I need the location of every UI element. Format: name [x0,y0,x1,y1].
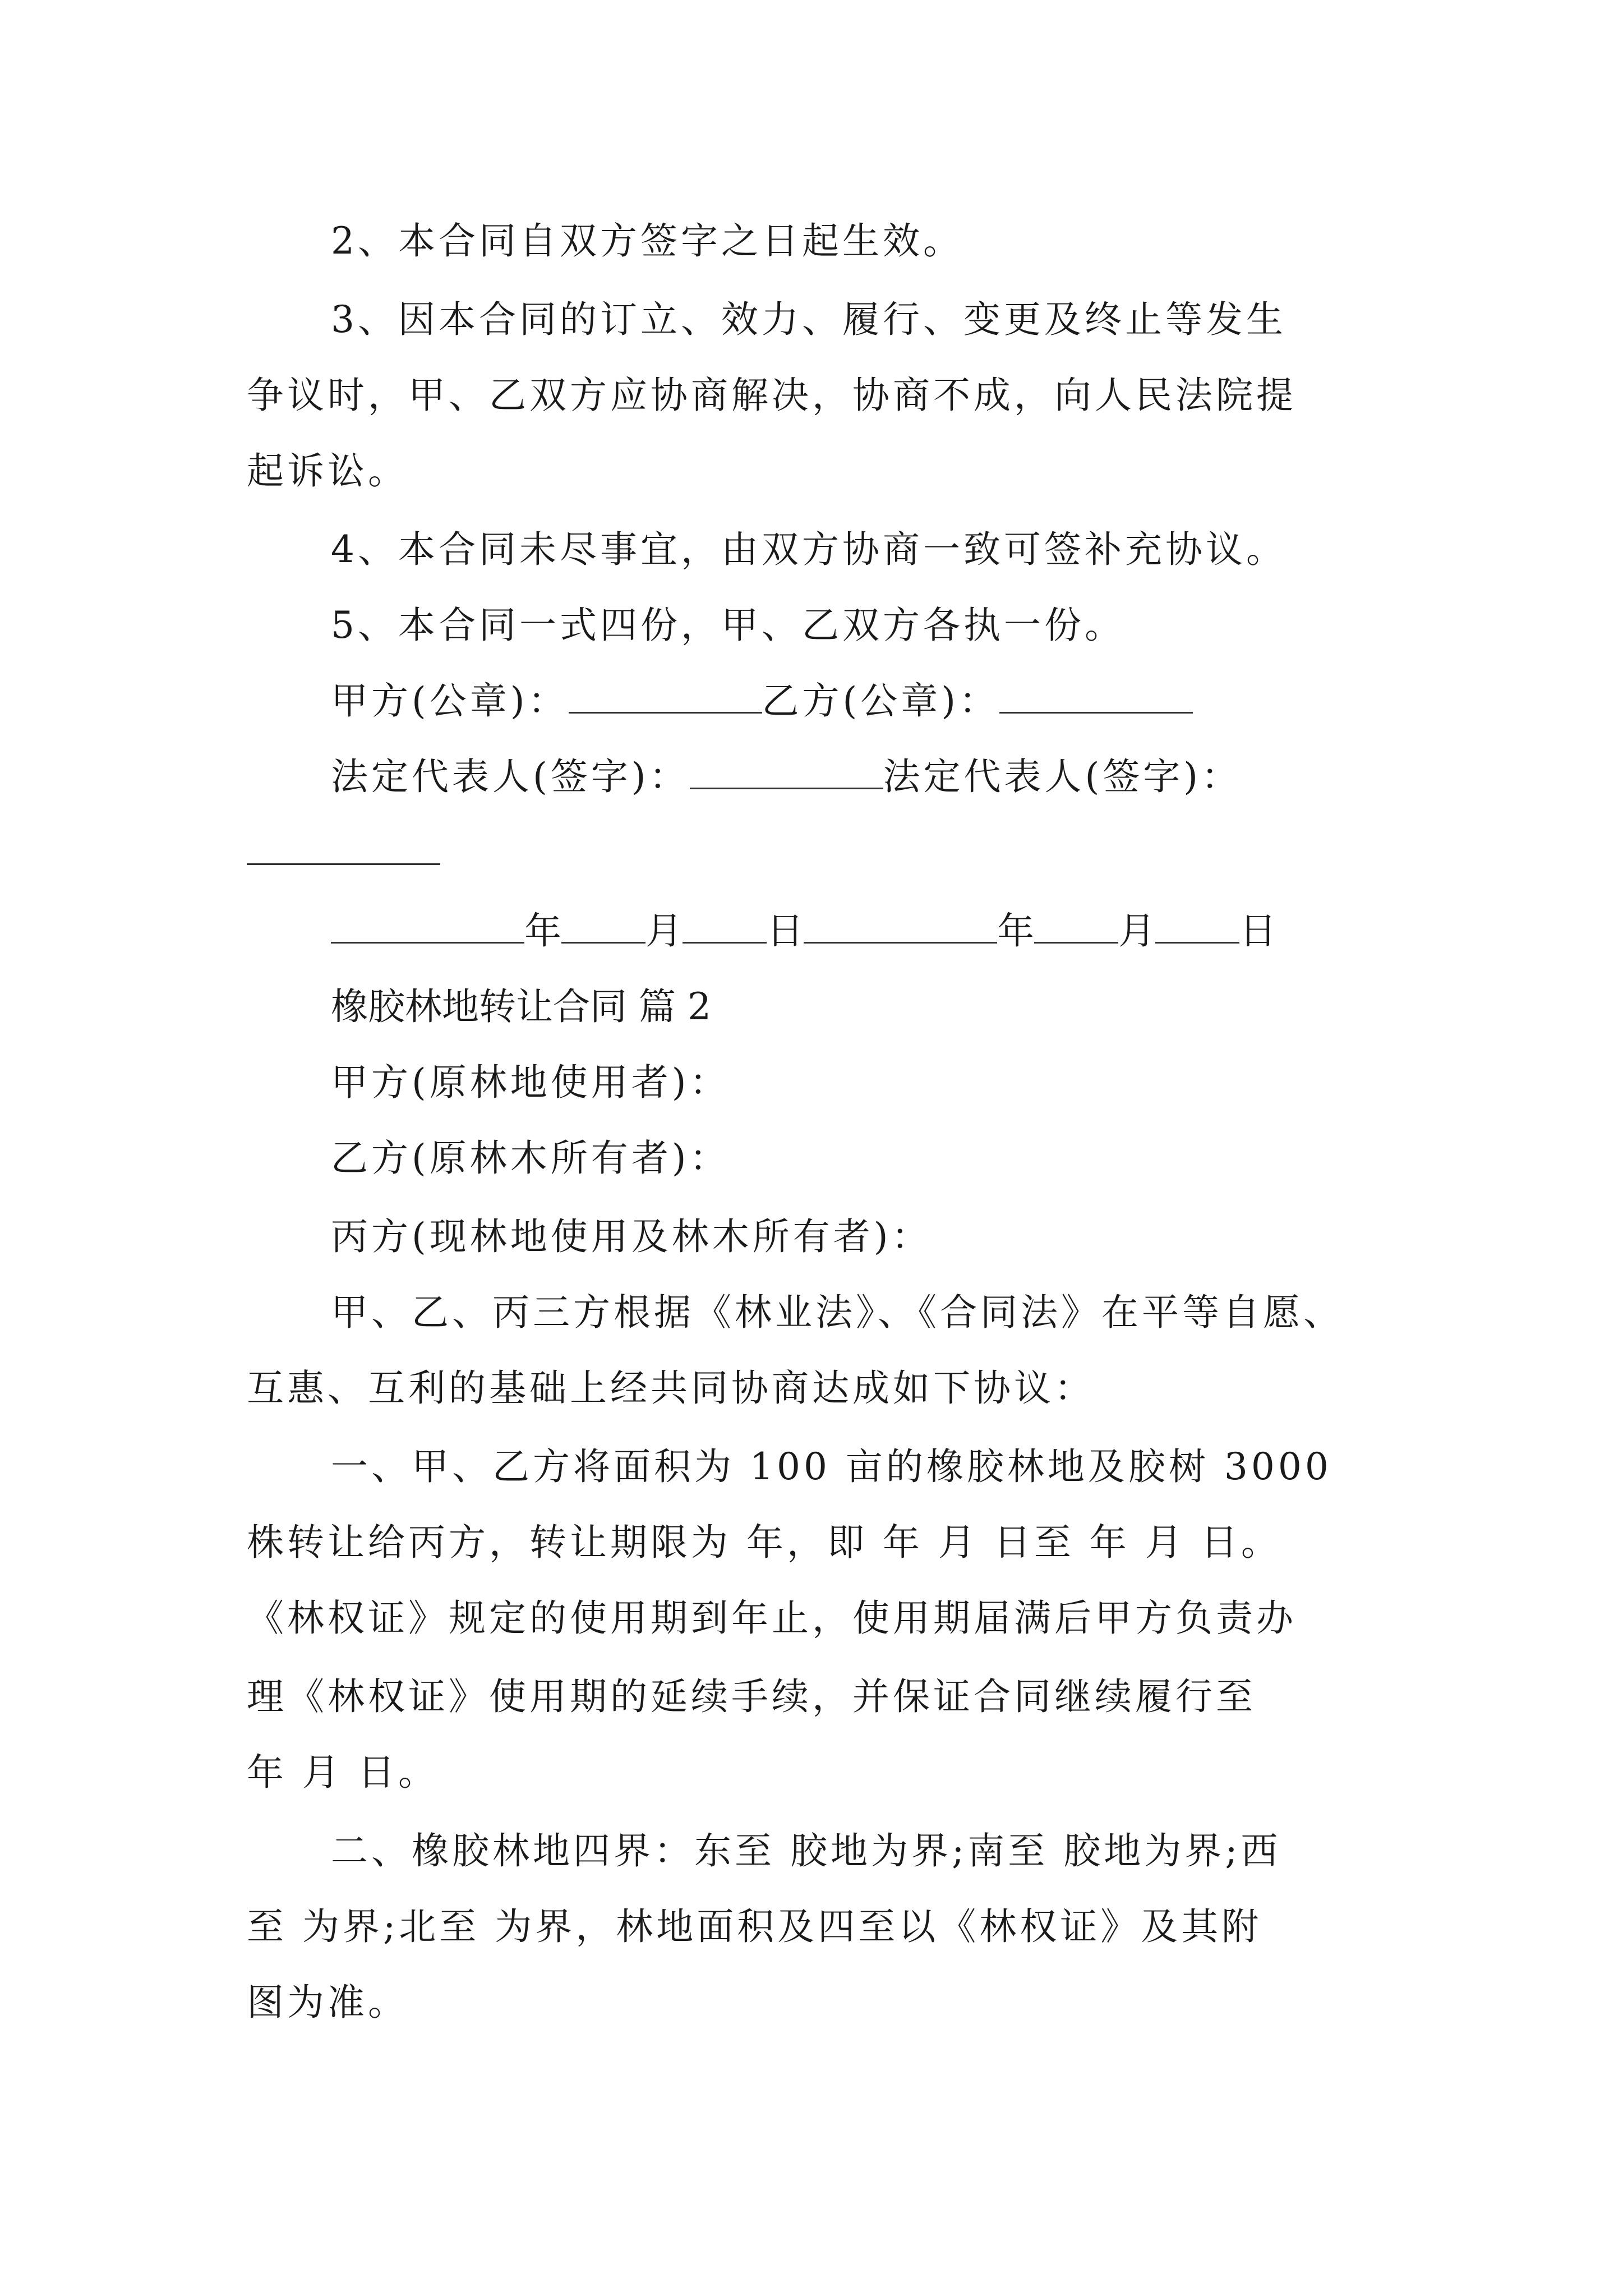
party-b-line: 乙方(原林木所有者)： [331,1137,730,1180]
year-a-blank [331,909,524,944]
month-b-label: 月 [1118,909,1155,953]
day-b-label: 日 [1239,909,1276,953]
article-1-line-4: 理《林权证》使用期的延续手续，并保证合同继续履行至 [247,1675,1256,1718]
rep-b-blank [247,831,440,865]
article-2-line-3: 图为准。 [247,1981,408,2024]
party-a-line: 甲方(原林地使用者)： [331,1061,730,1104]
month-a-blank [561,909,645,944]
rep-b-label: 法定代表人(签字)： [883,755,1242,798]
date-line [331,909,1276,954]
article-1-line-5: 年 月 日。 [247,1751,439,1794]
day-a-blank [683,909,767,944]
article-2-line-1: 二、橡胶林地四界：东至 胶地为界;南至 胶地为界;西 [331,1829,1281,1872]
year-a-label: 年 [524,909,561,953]
clause-3-line-1: 3、因本合同的订立、效力、履行、变更及终止等发生 [331,298,1287,341]
article-1-line-3: 《林权证》规定的使用期到年止，使用期届满后甲方负责办 [247,1596,1297,1640]
rep-b-line [247,830,440,875]
article-2-line-2: 至 为界;北至 为界，林地面积及四至以《林权证》及其附 [247,1905,1262,1948]
party-b-seal-blank [999,679,1193,714]
seal-line [331,679,1193,724]
preamble-line-1: 甲、乙、丙三方根据《林业法》、《合同法》在平等自愿、 [331,1291,1344,1334]
year-b-label: 年 [997,909,1034,953]
day-b-blank [1155,909,1239,944]
day-a-label: 日 [767,909,804,953]
month-b-blank [1034,909,1118,944]
rep-a-blank [690,755,883,789]
party-b-seal-label: 乙方(公章)： [762,679,999,723]
clause-4: 4、本合同未尽事宜，由双方协商一致可签补充协议。 [331,528,1287,571]
party-c-line: 丙方(现林地使用及林木所有者)： [331,1215,932,1258]
clause-2: 2、本合同自双方签字之日起生效。 [331,219,963,263]
section-2-title: 橡胶林地转让合同 篇 2 [331,985,711,1028]
party-a-seal-blank [569,679,762,714]
article-1-line-2: 株转让给丙方，转让期限为 年，即 年 月 日至 年 月 日。 [247,1521,1281,1564]
clause-3-line-3: 起诉讼。 [247,449,408,493]
month-a-label: 月 [645,909,683,953]
year-b-blank [804,909,997,944]
rep-a-label: 法定代表人(签字)： [331,755,690,798]
article-1-line-1: 一、甲、乙方将面积为 100 亩的橡胶林地及胶树 3000 [331,1445,1332,1488]
party-a-seal-label: 甲方(公章)： [331,679,569,723]
representative-line [331,754,1242,799]
clause-5: 5、本合同一式四份，甲、乙双方各执一份。 [331,604,1125,647]
preamble-line-2: 互惠、互利的基础上经共同协商达成如下协议： [247,1366,1095,1410]
clause-3-line-2: 争议时，甲、乙双方应协商解决，协商不成，向人民法院提 [247,374,1297,417]
